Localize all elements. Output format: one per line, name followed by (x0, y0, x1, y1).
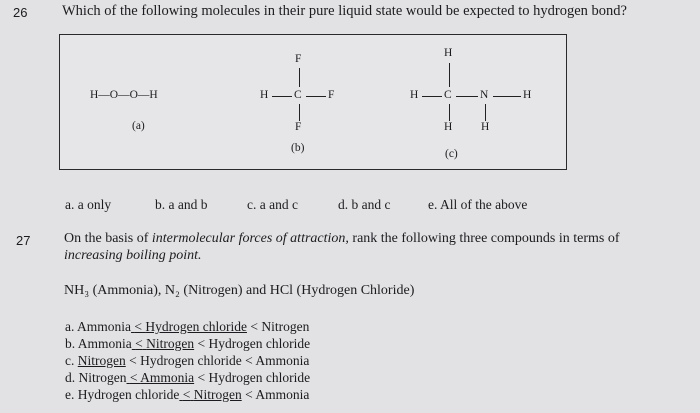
molecule-c-right-atom: H (523, 89, 532, 101)
answer-item: Nitrogen (78, 370, 127, 385)
molecule-b-top-atom: F (295, 53, 302, 65)
answer-options (65, 318, 310, 403)
molecule-structures-box (59, 34, 567, 170)
answer-letter: c. (65, 353, 75, 368)
answer-option-e[interactable] (65, 386, 310, 403)
molecule-b-bond-bottom (299, 104, 300, 121)
answer-letter: a. (65, 319, 75, 334)
less-than-sign: < (135, 336, 143, 351)
molecule-c-bond-bottom1 (449, 104, 450, 121)
question-27-text (64, 231, 620, 247)
question-27-text-line2: increasing boiling point. (64, 248, 202, 263)
question-27-text-italic: intermolecular forces of attraction, (151, 231, 349, 246)
molecule-c-bond-cn (456, 96, 478, 97)
molecule-c-bond-left (422, 96, 442, 97)
answer-letter: d. (65, 370, 76, 385)
question-number-27: 27 (16, 233, 31, 248)
molecule-c-bottom2-atom: H (481, 121, 490, 133)
answer-item: Ammonia (77, 336, 132, 351)
question-number-26: 26 (13, 5, 28, 20)
molecule-b-label: (b) (291, 142, 305, 154)
molecule-c-center-atom: C (444, 89, 452, 101)
answer-item: Hydrogen chloride (145, 319, 247, 334)
choice-e[interactable]: e. All of the above (428, 197, 528, 212)
answer-option-d[interactable] (65, 369, 310, 386)
less-than-sign: < (129, 370, 138, 385)
less-than-sign: < (250, 319, 258, 334)
answer-option-a[interactable] (65, 318, 310, 335)
question-27-text-end: rank the following three compounds in terms of (348, 231, 620, 246)
less-than-sign: < (197, 336, 206, 351)
molecule-a-label: (a) (132, 120, 145, 132)
answer-item: Ammonia (255, 387, 310, 402)
answer-item: Hydrogen chloride (208, 370, 311, 385)
answer-letter: b. (65, 336, 76, 351)
molecule-b-center-atom: C (294, 89, 302, 101)
molecule-b-bond-left (272, 96, 292, 97)
answer-letter: e. (65, 387, 75, 402)
choice-d[interactable]: d. b and c (338, 197, 391, 212)
answer-item: Nitrogen (261, 319, 310, 334)
molecule-c-bond-top (449, 63, 450, 87)
answer-item: Nitrogen (193, 387, 242, 402)
molecule-c-top-atom: H (444, 47, 453, 59)
less-than-sign: < (245, 387, 253, 402)
less-than-sign: < (245, 353, 253, 368)
molecule-b-bottom-atom: F (295, 121, 302, 133)
molecule-b-left-atom: H (260, 89, 269, 101)
answer-item: Hydrogen chloride (77, 387, 180, 402)
less-than-sign: < (134, 319, 143, 334)
molecule-c-n-atom: N (480, 89, 489, 101)
choice-a[interactable]: a. a only (65, 197, 112, 212)
molecule-b-bond-top (299, 68, 300, 87)
answer-item: Hydrogen chloride (140, 353, 242, 368)
question-26-text: Which of the following molecules in their pure liquid state would be expected to hydrogen bond? (62, 3, 627, 19)
molecule-b-bond-right (306, 96, 326, 97)
less-than-sign: < (197, 370, 206, 385)
question-27-text-start: On the basis of (64, 231, 152, 246)
answer-item: Nitrogen (146, 336, 195, 351)
answer-item: Ammonia (255, 353, 310, 368)
answer-item: Nitrogen (77, 353, 126, 368)
answer-option-b[interactable] (65, 335, 310, 352)
less-than-sign: < (182, 387, 191, 402)
answer-item: Ammonia (77, 319, 132, 334)
molecule-b-right-atom: F (328, 89, 335, 101)
molecule-c-bottom1-atom: H (444, 121, 453, 133)
compounds-list: NH₃ (Ammonia), N₂ (Nitrogen) and HCl (Hydrogen Chloride) (64, 283, 415, 298)
choice-c[interactable]: c. a and c (247, 197, 298, 212)
answer-option-c[interactable] (65, 352, 310, 369)
molecule-c-label: (c) (445, 148, 458, 160)
molecule-a-formula: H—O—O—H (90, 89, 158, 101)
answer-item: Ammonia (140, 370, 195, 385)
molecule-c-bond-bottom2 (485, 104, 486, 121)
molecule-c-bond-nh (493, 96, 521, 97)
choice-b[interactable]: b. a and b (155, 197, 208, 212)
molecule-c-left-atom: H (410, 89, 419, 101)
answer-item: Hydrogen chloride (208, 336, 311, 351)
less-than-sign: < (129, 353, 137, 368)
